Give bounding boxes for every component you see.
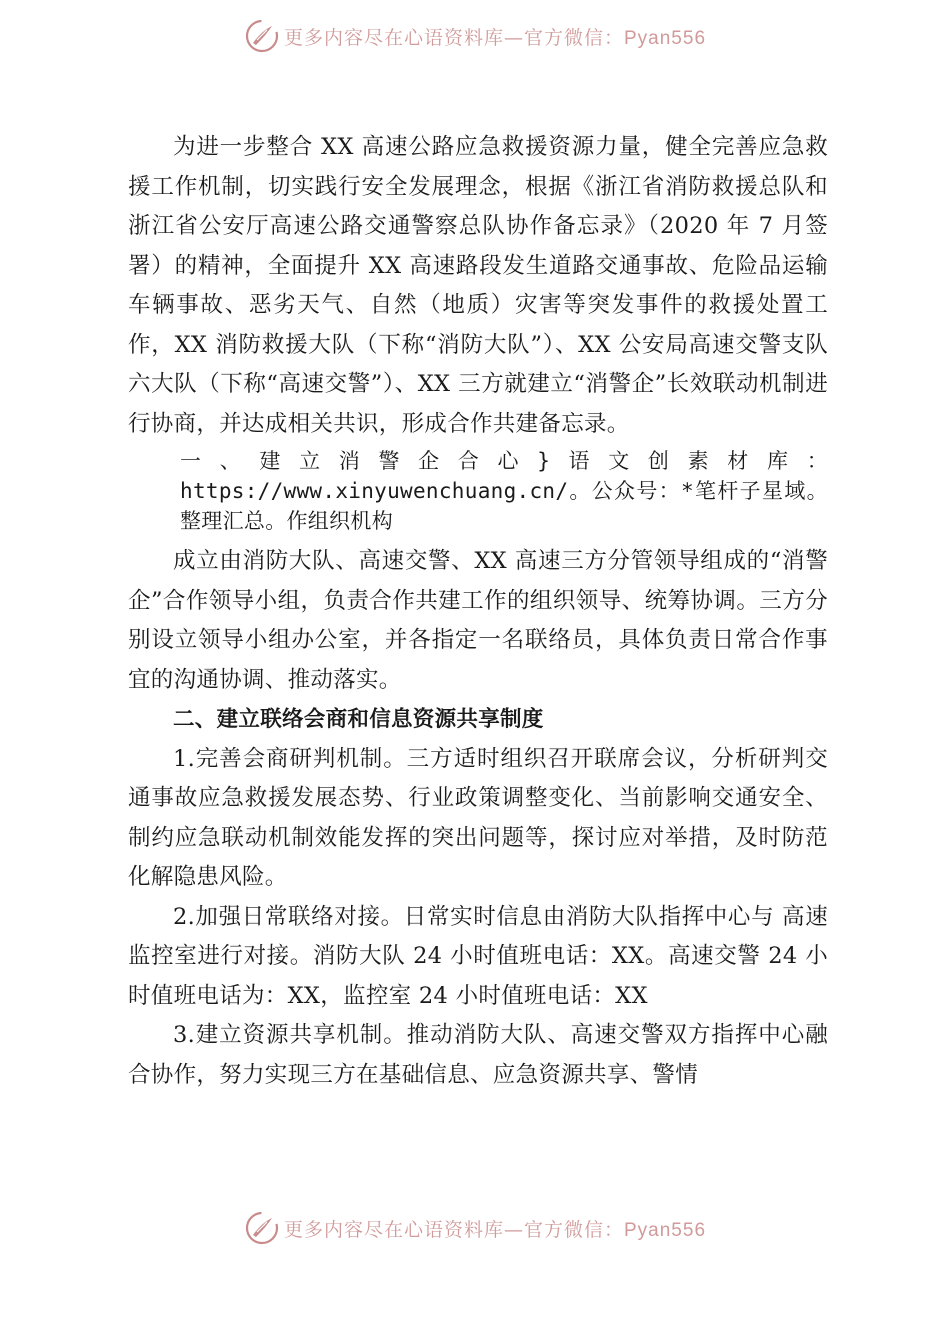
consultation-paragraph: 1.完善会商研判机制。三方适时组织召开联席会议，分析研判交通事故应急救援发展态势、行业政策调整变化、当前影响交通安全、制约应急联动机制效能发挥的突出问题等，探讨应对举措，及时防范化解隐患风险。 [128,745,828,890]
footer-watermark-text: 更多内容尽在心语资料库—官方微信：Pyan556 [283,1218,707,1241]
ink-brush-logo-icon [244,18,280,54]
header-watermark-text: 更多内容尽在心语资料库—官方微信：Pyan556 [283,26,707,49]
section-heading-two: 二、建立联络会商和信息资源共享制度 [173,707,544,732]
document-body [128,128,828,1095]
daily-liaison-paragraph: 2.加强日常联络对接。日常实时信息由消防大队指挥中心与 高速监控室进行对接。消防大队 24 小时值班电话：XX。高速交警 24 小时值班电话为：XX，监控室 24 小时值班电话：XX [128,903,828,1009]
intro-paragraph: 为进一步整合 XX 高速公路应急救援资源力量，健全完善应急救援工作机制，切实践行安全发展理念，根据《浙江省消防救援总队和浙江省公安厅高速公路交通警察总队协作备忘录》（2020 年 7 月签署）的精神，全面提升 XX 高速路段发生道路交通事故、危险品运输车辆事故、恶劣天气、自然（地质）灾害等突发事件的救援处置工作，XX 消防救援大队（下称“消防大队”）、XX 公安局高速交警支队六大队（下称“高速交警”）、XX 三方就建立“消警企”长效联动机制进行协商，并达成相关共识，形成合作共建备忘录。 [128,134,828,437]
organization-paragraph: 成立由消防大队、高速交警、XX 高速三方分管领导组成的“消警企”合作领导小组，负责合作共建工作的组织领导、统筹协调。三方分别设立领导小组办公室，并各指定一名联络员，具体负责日常合作事宜的沟通协调、推动落实。 [128,548,828,693]
footer-watermark-banner [0,1206,950,1250]
section-heading-one: 一、建立消警企合心}语文创素材库：https://www.xinyuwenchuang.cn/。公众号：*笔杆子星域。整理汇总。作组织机构 [180,449,828,533]
header-watermark-banner [0,14,950,58]
ink-brush-logo-icon [244,1210,280,1246]
resource-sharing-paragraph: 3.建立资源共享机制。推动消防大队、高速交警双方指挥中心融合协作，努力实现三方在基础信息、应急资源共享、警情 [128,1022,828,1088]
